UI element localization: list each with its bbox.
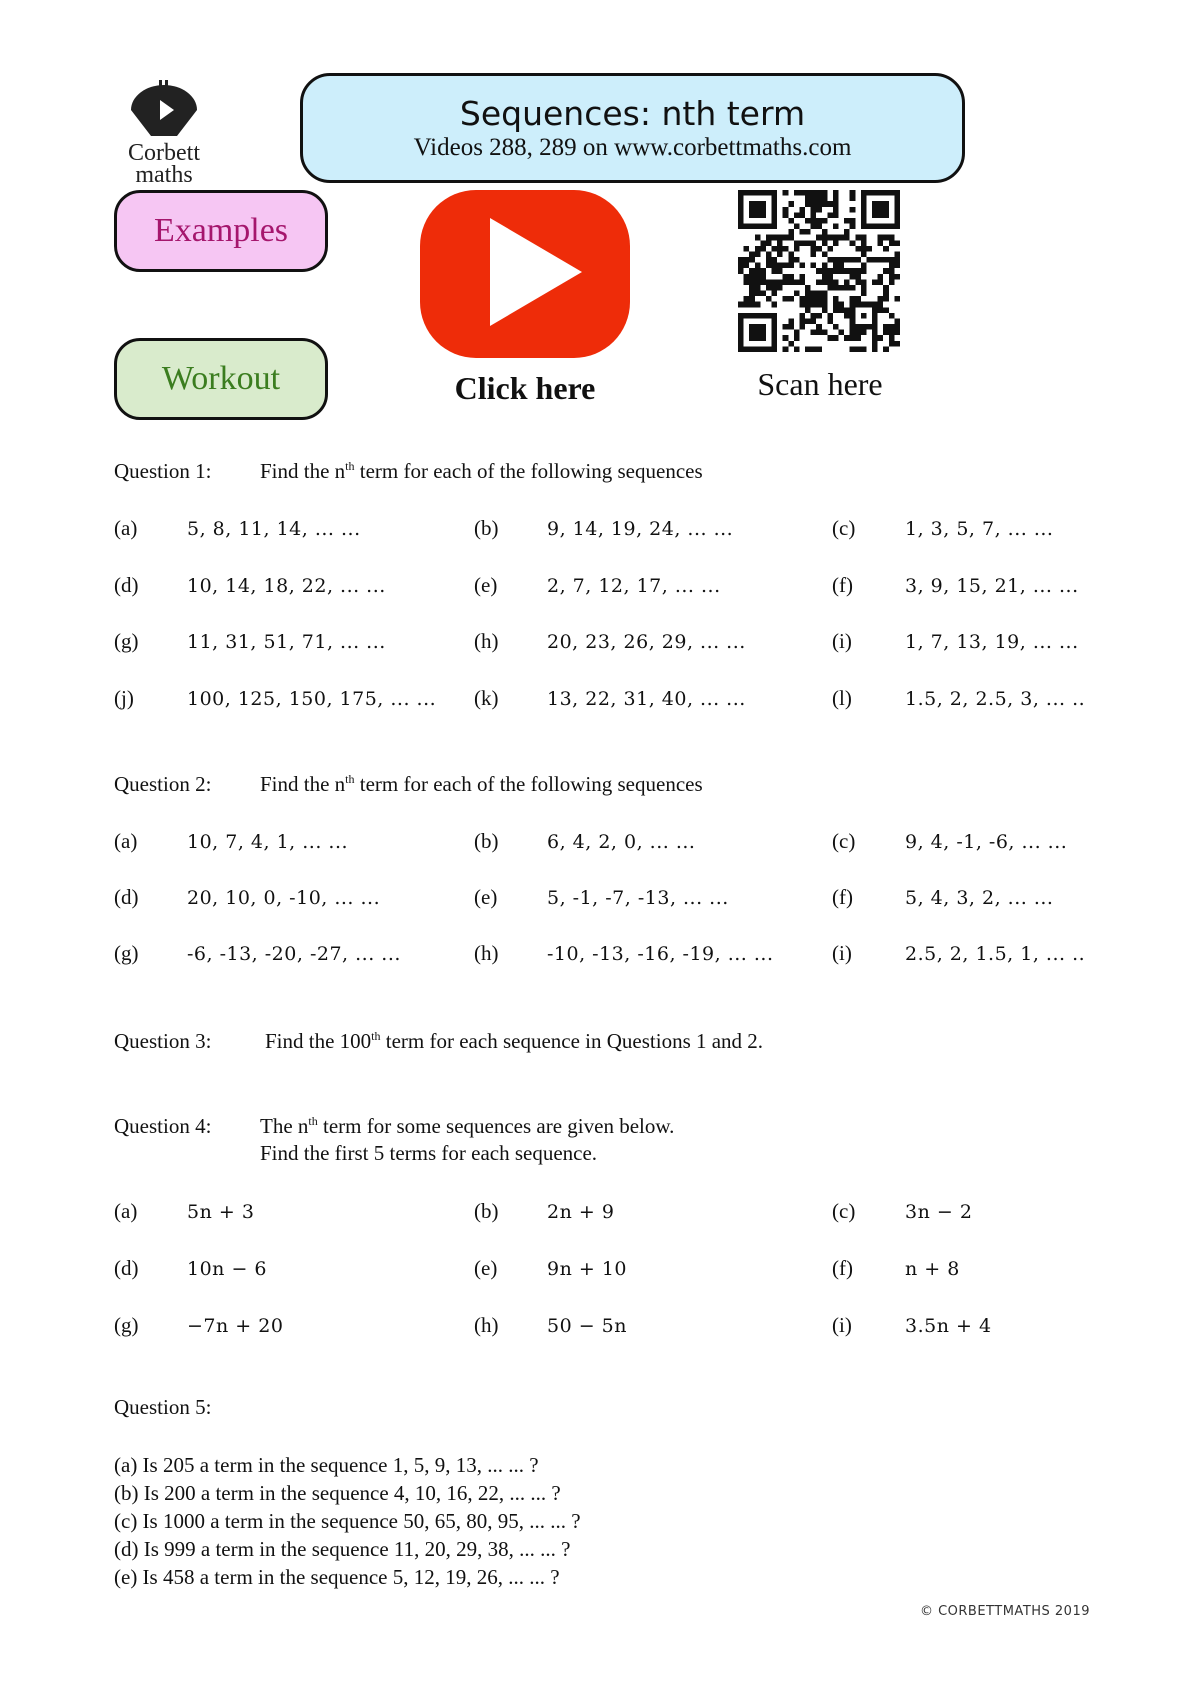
question-4-heading bbox=[114, 1114, 674, 1139]
item-label: (a) bbox=[114, 829, 138, 853]
item-value: 5n + 3 bbox=[187, 1201, 255, 1223]
question-2-heading bbox=[114, 772, 703, 797]
item-label: (a) bbox=[114, 1199, 138, 1223]
question-3-text-post: term for each sequence in Questions 1 and 2. bbox=[380, 1029, 764, 1053]
item-value: 5, -1, -7, -13, ... ... bbox=[547, 887, 729, 909]
item-value: 1, 7, 13, 19, ... ... bbox=[905, 631, 1079, 653]
item-label: (h) bbox=[474, 941, 499, 965]
question-5-line: (e) Is 458 a term in the sequence 5, 12, 19, 26, ... ... ? bbox=[114, 1565, 560, 1589]
item-label: (e) bbox=[474, 572, 498, 597]
question-4-text-post: term for some sequences are given below. bbox=[317, 1114, 675, 1138]
workout-button[interactable]: Workout bbox=[114, 338, 328, 420]
question-2-text-pre: Find the n bbox=[260, 772, 346, 796]
item-label: (g) bbox=[114, 629, 139, 653]
q4-item bbox=[474, 1199, 614, 1224]
q2-item bbox=[474, 941, 773, 966]
question-4-text-pre: The n bbox=[260, 1114, 309, 1138]
item-label: (e) bbox=[474, 1256, 498, 1280]
question-3-text-pre: Find the 100 bbox=[265, 1029, 372, 1053]
item-value: 10, 14, 18, 22, ... ... bbox=[187, 574, 386, 597]
q1-item bbox=[114, 629, 386, 654]
item-value: 1, 3, 5, 7, ... ... bbox=[905, 518, 1054, 540]
q1-item bbox=[474, 573, 721, 598]
item-value: 100, 125, 150, 175, ... ... bbox=[187, 687, 437, 710]
question-1-text-sup: th bbox=[345, 459, 355, 473]
logo-emblem-icon bbox=[127, 80, 201, 142]
q1-item bbox=[832, 686, 1085, 711]
q2-item bbox=[474, 885, 729, 910]
q1-item bbox=[114, 516, 361, 541]
q2-item bbox=[474, 829, 695, 854]
play-icon bbox=[488, 216, 584, 328]
q4-item bbox=[114, 1313, 283, 1338]
item-value: -6, -13, -20, -27, ... ... bbox=[187, 943, 401, 965]
q2-item bbox=[832, 829, 1067, 854]
item-label: (c) bbox=[832, 829, 856, 853]
question-3-text-sup: th bbox=[371, 1029, 381, 1043]
q1-item bbox=[474, 686, 746, 711]
item-label: (b) bbox=[474, 516, 499, 540]
item-label: (k) bbox=[474, 685, 499, 710]
q2-item bbox=[114, 829, 348, 854]
item-value: n + 8 bbox=[905, 1258, 960, 1280]
item-value: 9, 14, 19, 24, ... ... bbox=[547, 518, 734, 540]
item-value: 5, 4, 3, 2, ... ... bbox=[905, 887, 1054, 909]
question-1-text-post: term for each of the following sequences bbox=[354, 459, 703, 483]
item-value: 50 − 5n bbox=[547, 1315, 628, 1337]
logo-line-2: maths bbox=[135, 162, 193, 188]
item-value: 11, 31, 51, 71, ... ... bbox=[187, 631, 386, 653]
item-value: 2.5, 2, 1.5, 1, ... .. bbox=[905, 943, 1086, 965]
qr-code-icon[interactable] bbox=[738, 190, 900, 352]
q4-item bbox=[832, 1256, 960, 1281]
item-label: (b) bbox=[474, 829, 499, 853]
item-label: (f) bbox=[832, 1256, 853, 1280]
item-value: 6, 4, 2, 0, ... ... bbox=[547, 831, 696, 853]
item-label: (d) bbox=[114, 572, 139, 597]
item-label: (i) bbox=[832, 629, 852, 653]
question-4-text-sup: th bbox=[308, 1114, 318, 1128]
question-5-label: Question 5: bbox=[114, 1395, 212, 1419]
q2-item bbox=[832, 941, 1085, 966]
item-value: -10, -13, -16, -19, ... ... bbox=[547, 943, 774, 965]
question-3-label: Question 3: bbox=[114, 1029, 212, 1053]
q2-item bbox=[114, 885, 380, 910]
item-label: (a) bbox=[114, 516, 138, 540]
item-label: (d) bbox=[114, 885, 139, 909]
question-3-heading bbox=[114, 1029, 763, 1054]
item-label: (b) bbox=[474, 1199, 499, 1223]
question-5-line: (b) Is 200 a term in the sequence 4, 10, 16, 22, ... ... ? bbox=[114, 1481, 561, 1505]
question-4-label: Question 4: bbox=[114, 1114, 212, 1138]
item-label: (g) bbox=[114, 941, 139, 965]
question-2-text-post: term for each of the following sequences bbox=[354, 772, 703, 796]
item-value: 13, 22, 31, 40, ... ... bbox=[547, 687, 746, 710]
page-title: Sequences: nth term bbox=[459, 94, 806, 133]
question-1-heading bbox=[114, 459, 703, 484]
copyright-notice: © CORBETTMATHS 2019 bbox=[919, 1604, 1090, 1619]
q1-item bbox=[832, 573, 1079, 598]
item-value: 9n + 10 bbox=[547, 1258, 628, 1280]
item-value: 3n − 2 bbox=[905, 1201, 973, 1223]
item-value: 10n − 6 bbox=[187, 1258, 268, 1280]
item-label: (c) bbox=[832, 516, 856, 540]
q4-item bbox=[114, 1199, 254, 1224]
q4-item bbox=[832, 1313, 992, 1338]
item-label: (f) bbox=[832, 885, 853, 909]
q1-item bbox=[832, 629, 1079, 654]
page-subtitle: Videos 288, 289 on www.corbettmaths.com bbox=[413, 134, 852, 161]
item-label: (i) bbox=[832, 941, 852, 965]
question-5-line: (d) Is 999 a term in the sequence 11, 20, 29, 38, ... ... ? bbox=[114, 1537, 571, 1561]
item-label: (l) bbox=[832, 685, 852, 710]
question-5-line: (c) Is 1000 a term in the sequence 50, 65, 80, 95, ... ... ? bbox=[114, 1509, 581, 1533]
video-play-button[interactable] bbox=[420, 190, 630, 358]
q1-item bbox=[474, 516, 733, 541]
item-value: 3, 9, 15, 21, ... ... bbox=[905, 574, 1079, 597]
examples-button[interactable]: Examples bbox=[114, 190, 328, 272]
q2-item bbox=[832, 885, 1053, 910]
corbettmaths-logo bbox=[112, 80, 216, 186]
q4-item bbox=[474, 1313, 627, 1338]
item-label: (d) bbox=[114, 1256, 139, 1280]
item-label: (h) bbox=[474, 1313, 499, 1337]
question-5-heading bbox=[114, 1395, 260, 1420]
item-value: 20, 10, 0, -10, ... ... bbox=[187, 887, 381, 909]
question-1-text-pre: Find the n bbox=[260, 459, 346, 483]
item-label: (f) bbox=[832, 572, 853, 597]
q1-item bbox=[832, 516, 1053, 541]
click-here-link[interactable]: Click here bbox=[454, 370, 596, 406]
item-label: (h) bbox=[474, 629, 499, 653]
item-value: 10, 7, 4, 1, ... ... bbox=[187, 831, 349, 853]
question-5-line: (a) Is 205 a term in the sequence 1, 5, 9, 13, ... ... ? bbox=[114, 1453, 539, 1477]
item-value: −7n + 20 bbox=[187, 1315, 284, 1337]
item-value: 1.5, 2, 2.5, 3, ... .. bbox=[905, 687, 1086, 710]
item-value: 5, 8, 11, 14, ... ... bbox=[187, 518, 361, 540]
item-value: 20, 23, 26, 29, ... ... bbox=[547, 631, 746, 653]
q4-item bbox=[832, 1199, 972, 1224]
item-value: 3.5n + 4 bbox=[905, 1315, 992, 1337]
q2-item bbox=[114, 941, 401, 966]
item-value: 9, 4, -1, -6, ... ... bbox=[905, 831, 1068, 853]
item-label: (i) bbox=[832, 1313, 852, 1337]
q1-item bbox=[474, 629, 746, 654]
item-label: (e) bbox=[474, 885, 498, 909]
question-1-label: Question 1: bbox=[114, 459, 212, 483]
item-label: (j) bbox=[114, 685, 134, 710]
q4-item bbox=[474, 1256, 627, 1281]
title-box bbox=[300, 73, 965, 183]
item-label: (g) bbox=[114, 1313, 139, 1337]
item-label: (c) bbox=[832, 1199, 856, 1223]
question-4-line-2: Find the first 5 terms for each sequence. bbox=[260, 1141, 598, 1165]
q4-item bbox=[114, 1256, 267, 1281]
q1-item bbox=[114, 686, 436, 711]
question-2-text-sup: th bbox=[345, 772, 355, 786]
item-value: 2, 7, 12, 17, ... ... bbox=[547, 574, 721, 597]
item-value: 2n + 9 bbox=[547, 1201, 615, 1223]
q1-item bbox=[114, 573, 386, 598]
scan-here-label: Scan here bbox=[757, 366, 883, 402]
question-2-label: Question 2: bbox=[114, 772, 212, 796]
logo-line-1: Corbett bbox=[128, 140, 200, 166]
